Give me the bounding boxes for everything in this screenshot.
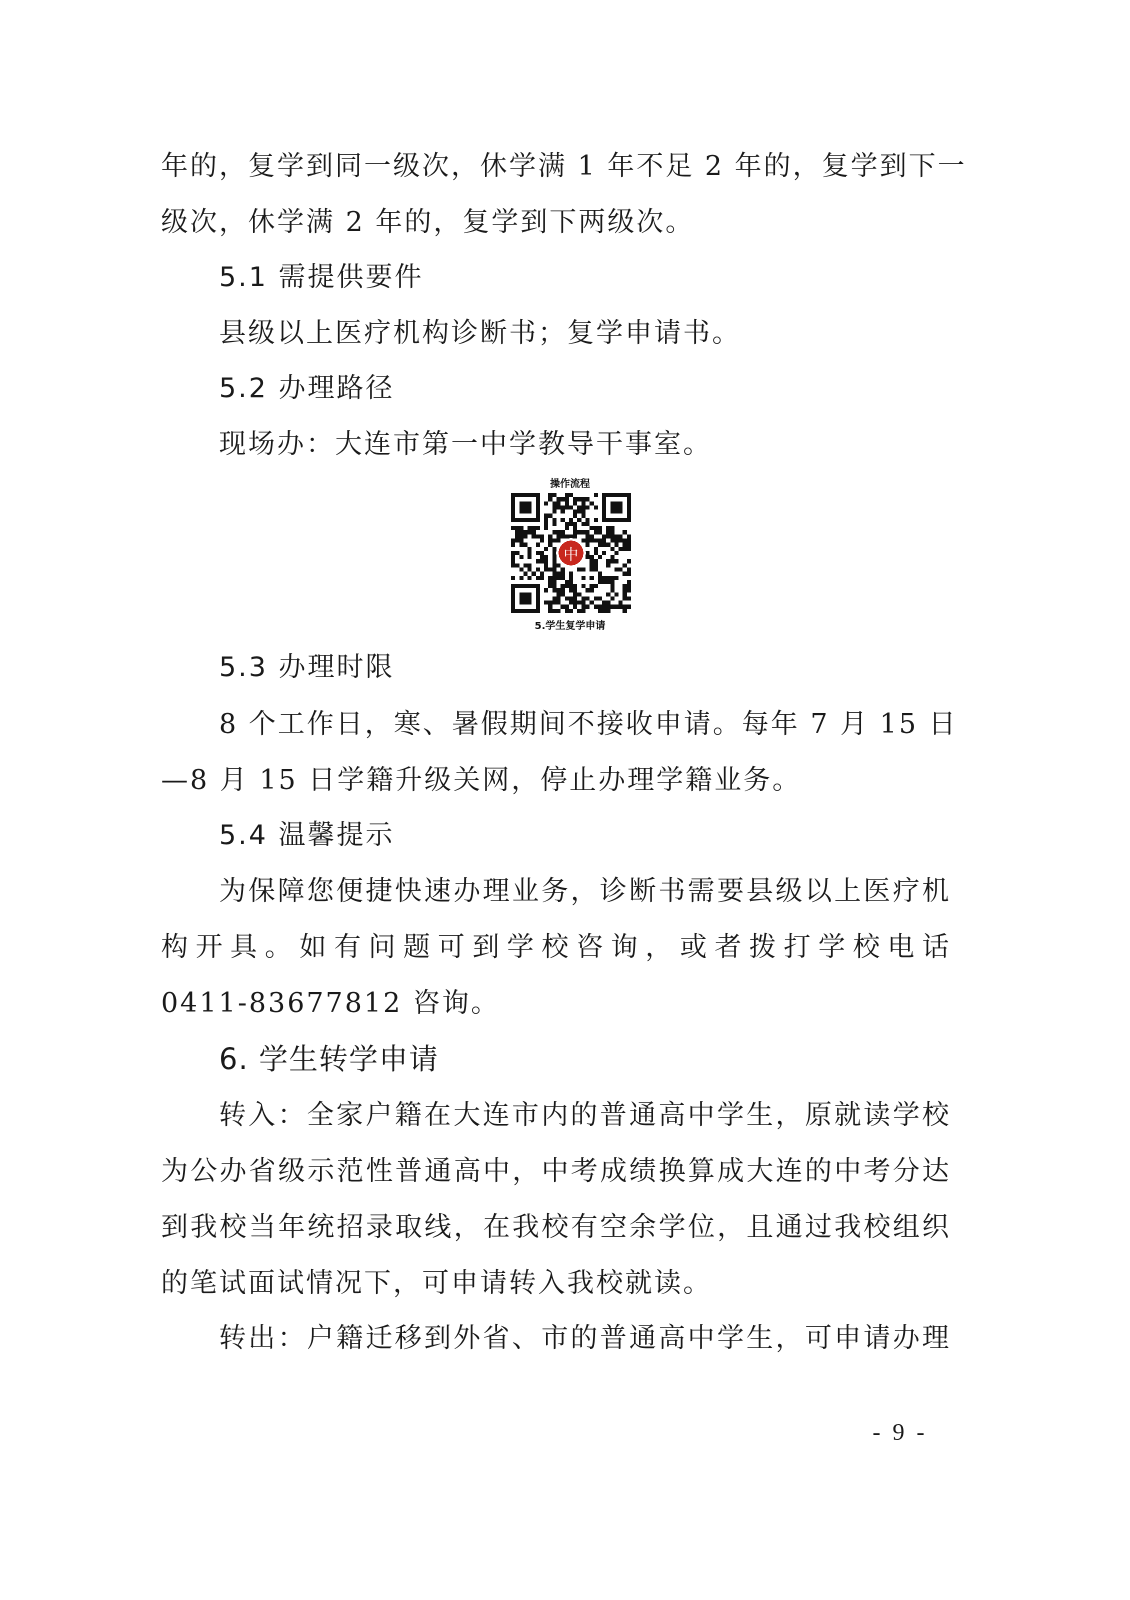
paragraph-line: 0411-83677812 咨询。 (161, 988, 500, 1019)
paragraph-line: 转出：户籍迁移到外省、市的普通高中学生，可申请办理 (219, 1323, 951, 1354)
page-number: - 9 - (872, 1420, 928, 1446)
paragraph-line: 年的，复学到同一级次，休学满 1 年不足 2 年的，复学到下一 (161, 151, 967, 182)
section-heading-5-1: 5.1 需提供要件 (219, 262, 424, 293)
section-heading-6: 6. 学生转学申请 (219, 1042, 439, 1076)
qr-code-icon (511, 493, 631, 613)
paragraph-line: 现场办：大连市第一中学教导干事室。 (219, 429, 712, 460)
paragraph-line: 到我校当年统招录取线，在我校有空余学位，且通过我校组织 (161, 1212, 951, 1243)
paragraph-line: 县级以上医疗机构诊断书；复学申请书。 (219, 318, 741, 349)
section-heading-5-2: 5.2 办理路径 (219, 373, 395, 404)
paragraph-line: 构开具。如有问题可到学校咨询，或者拨打学校电话 (161, 932, 951, 963)
qr-title: 操作流程 (550, 479, 590, 490)
paragraph-line: 为公办省级示范性普通高中，中考成绩换算成大连的中考分达 (161, 1156, 951, 1187)
paragraph-line: —8 月 15 日学籍升级关网，停止办理学籍业务。 (161, 765, 802, 796)
paragraph-line: 为保障您便捷快速办理业务，诊断书需要县级以上医疗机 (219, 876, 951, 907)
qr-code-block (495, 473, 645, 638)
paragraph-line: 的笔试面试情况下，可申请转入我校就读。 (161, 1268, 712, 1299)
paragraph-line: 转入：全家户籍在大连市内的普通高中学生，原就读学校 (219, 1100, 951, 1131)
school-logo-glyph: 中 (563, 545, 579, 564)
paragraph-line: 级次，休学满 2 年的，复学到下两级次。 (161, 207, 695, 238)
section-heading-5-4: 5.4 温馨提示 (219, 820, 395, 851)
paragraph-line: 8 个工作日，寒、暑假期间不接收申请。每年 7 月 15 日 (219, 709, 958, 740)
qr-caption: 5.学生复学申请 (534, 621, 606, 632)
section-heading-5-3: 5.3 办理时限 (219, 652, 395, 683)
